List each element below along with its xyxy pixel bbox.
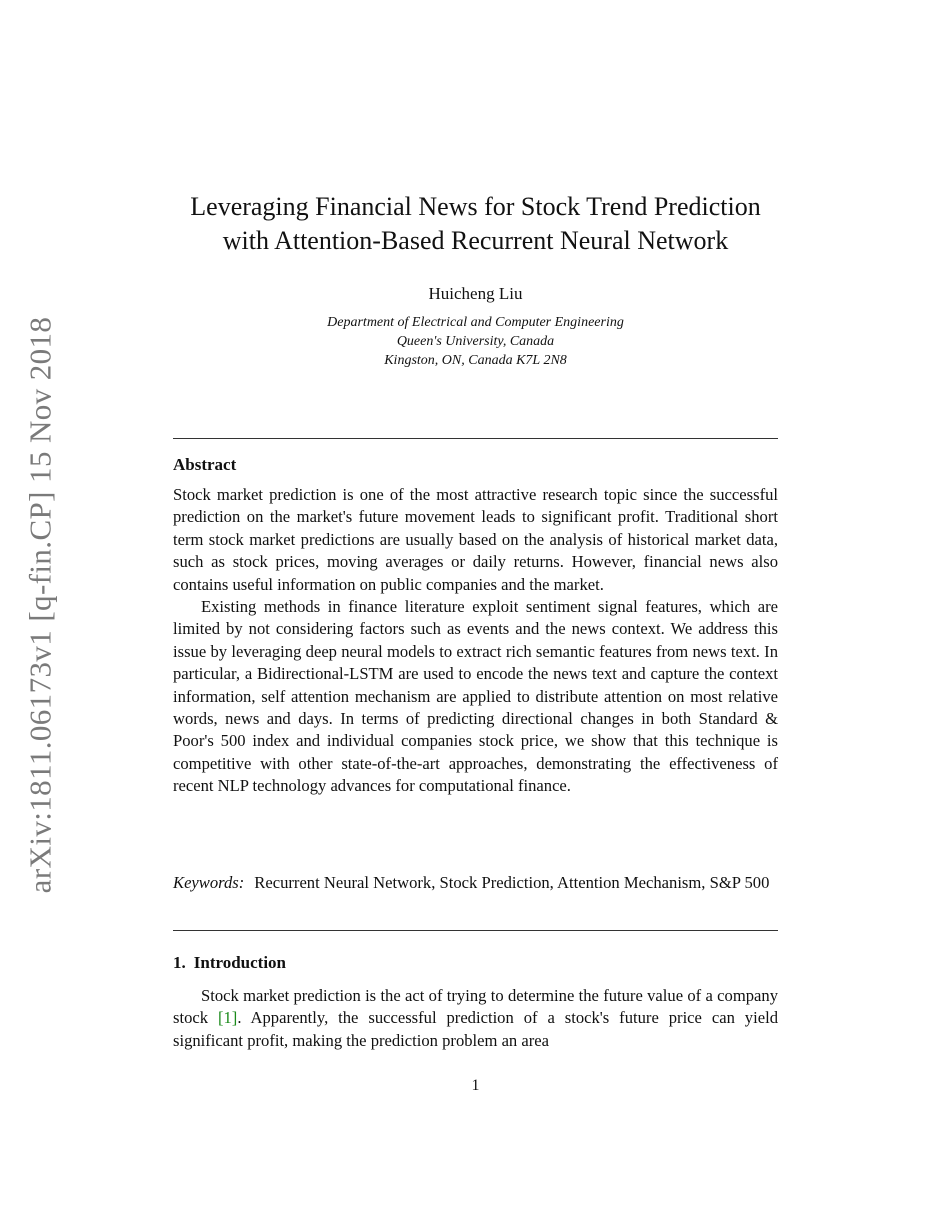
intro-text-start: Stock market prediction is the act of trying to determine the future value of a company stock	[173, 986, 778, 1028]
top-rule	[173, 438, 778, 439]
section-heading-introduction	[173, 953, 286, 973]
author-name: Huicheng Liu	[428, 284, 523, 303]
abstract-heading: Abstract	[173, 455, 237, 474]
arxiv-identifier: arXiv:1811.06173v1 [q-fin.CP] 15 Nov 2018	[22, 316, 57, 894]
abstract-body	[173, 484, 778, 798]
section-number: 1.	[173, 953, 186, 972]
citation-link-1[interactable]: [1]	[217, 1008, 238, 1028]
affiliation-line-2: Queen's University, Canada	[396, 334, 555, 349]
title-line-1: Leveraging Financial News for Stock Trend Prediction	[190, 192, 761, 221]
section-title: Introduction	[193, 953, 287, 972]
title-line-2: with Attention-Based Recurrent Neural Network	[222, 226, 729, 255]
keywords-text: Recurrent Neural Network, Stock Prediction, Attention Mechanism, S&P 500	[254, 873, 770, 892]
keywords	[173, 872, 778, 894]
bottom-rule	[173, 930, 778, 931]
introduction-paragraph	[173, 985, 778, 1052]
abstract-paragraph-1: Stock market prediction is one of the most attractive research topic since the successful prediction on the market's future movement leads to significant profit. Traditional short term stock market predictions are usually based on the analysis of historical market data, such as stock prices, moving averages or daily returns. However, financial news also contains useful information on public companies and the market.	[173, 485, 778, 594]
affiliation-line-1: Department of Electrical and Computer Engineering	[327, 315, 624, 330]
page-number: 1	[471, 1077, 480, 1094]
affiliation-line-3: Kingston, ON, Canada K7L 2N8	[384, 353, 567, 368]
keywords-label: Keywords:	[173, 873, 245, 892]
abstract-paragraph-2: Existing methods in finance literature exploit sentiment signal features, which are limited by not considering factors such as events and the news context. We address this issue by leveraging deep neural models to extract rich semantic features from news text. In particular, a Bidirectional-LSTM are used to encode the news text and capture the context information, self attention mechanism are applied to distribute attention on most relative words, news and days. In terms of predicting directional changes in both Standard & Poor's 500 index and individual companies stock price, we show that this technique is competitive with other state-of-the-art approaches, demonstrating the effectiveness of recent NLP technology advances for computational finance.	[173, 597, 778, 796]
author-affiliation	[173, 313, 778, 370]
arxiv-side-stamp	[12, 314, 68, 896]
intro-text-end: . Apparently, the successful prediction of a stock's future price can yield significant profit, making the prediction problem an area	[173, 1008, 778, 1050]
paper-title	[173, 190, 778, 258]
introduction-body	[173, 985, 778, 1052]
